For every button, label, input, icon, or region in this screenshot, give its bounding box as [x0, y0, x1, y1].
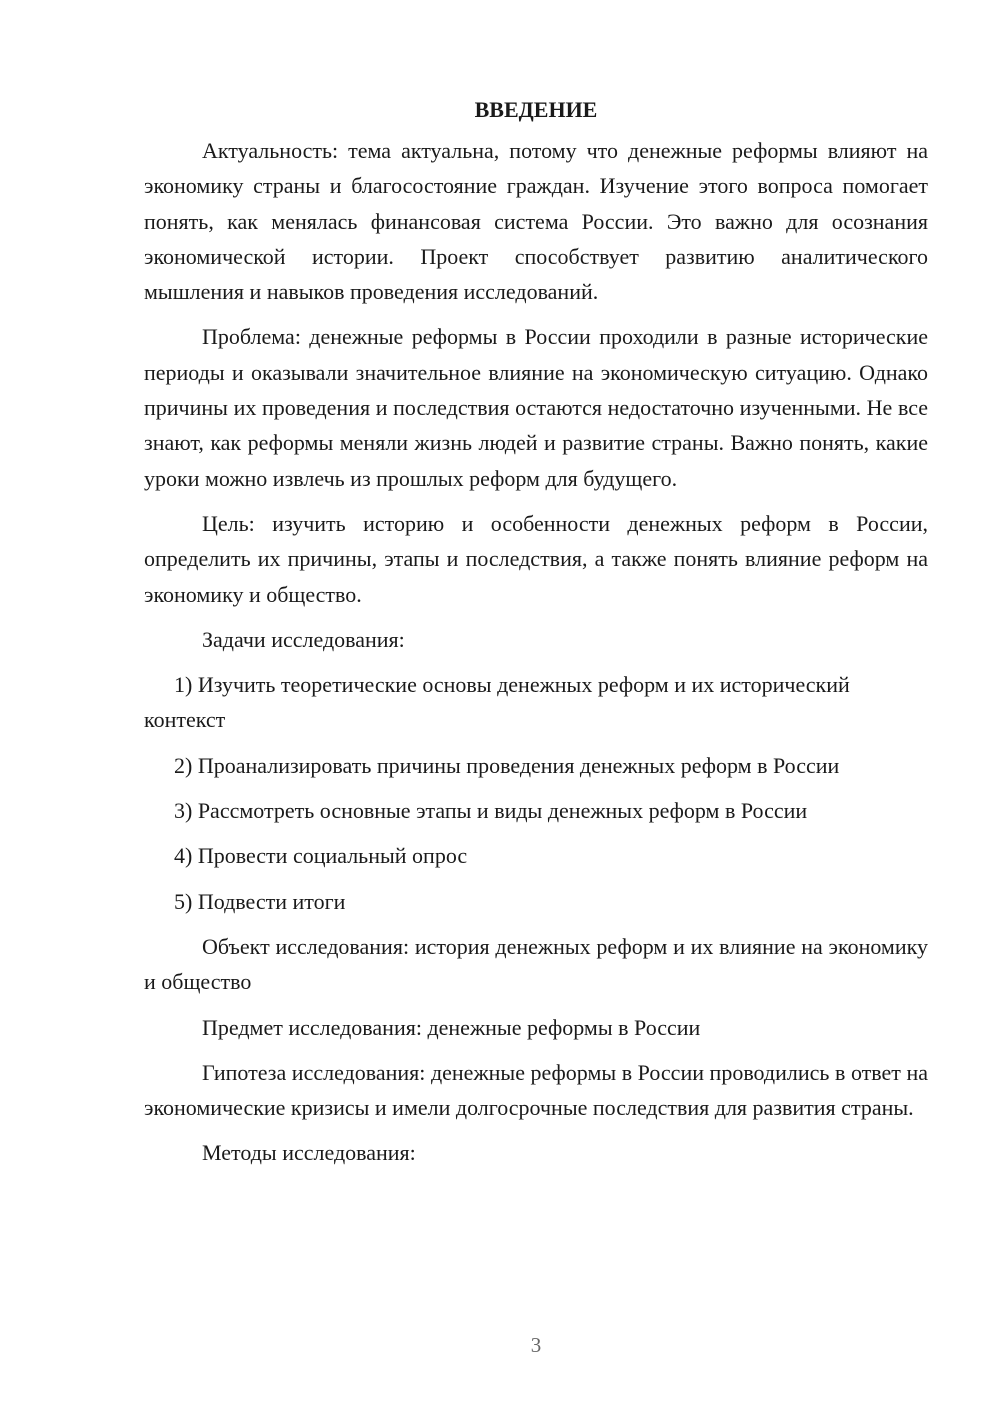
- methods-heading: Методы исследования:: [202, 1140, 416, 1166]
- hypothesis-paragraph: Гипотеза исследования: денежные реформы в России проводились в ответ на экономические кризисы и имели долгосрочные последствия для развития страны.: [144, 1059, 928, 1121]
- page-number: 3: [530, 1333, 542, 1357]
- document-page: [144, 92, 928, 1181]
- subject-paragraph: Предмет исследования: денежные реформы в России: [202, 1014, 701, 1040]
- section-title: ВВЕДЕНИЕ: [474, 97, 598, 122]
- task-item: 5) Подвести итоги: [174, 888, 346, 914]
- task-item: 2) Проанализировать причины проведения денежных реформ в России: [174, 752, 840, 778]
- tasks-heading: Задачи исследования:: [202, 626, 405, 652]
- goal-paragraph: Цель: изучить историю и особенности денежных реформ в России, определить их причины, этапы и последствия, а также понять влияние реформ на экономику и общество.: [144, 510, 928, 607]
- problem-paragraph: Проблема: денежные реформы в России проходили в разные исторические периоды и оказывали значительное влияние на экономическую ситуацию. Однако причины их проведения и последствия остаются недостаточно изученными. Не все знают, как реформы меняли жизнь людей и развитие страны. Важно понять, какие уроки можно извлечь из прошлых реформ для будущего.: [144, 324, 928, 491]
- object-paragraph: Объект исследования: история денежных реформ и их влияние на экономику и общество: [144, 933, 928, 995]
- task-item: 1) Изучить теоретические основы денежных реформ и их исторический контекст: [144, 672, 850, 733]
- task-item: 4) Провести социальный опрос: [174, 843, 468, 869]
- relevance-paragraph: Актуальность: тема актуальна, потому что денежные реформы влияют на экономику страны и благосостояние граждан. Изучение этого вопроса помогает понять, как менялась финансовая система России. Это важно для осознания экономической истории. Проект способствует развитию аналитического мышления и навыков проведения исследований.: [144, 138, 928, 305]
- task-item: 3) Рассмотреть основные этапы и виды денежных реформ в России: [174, 798, 808, 824]
